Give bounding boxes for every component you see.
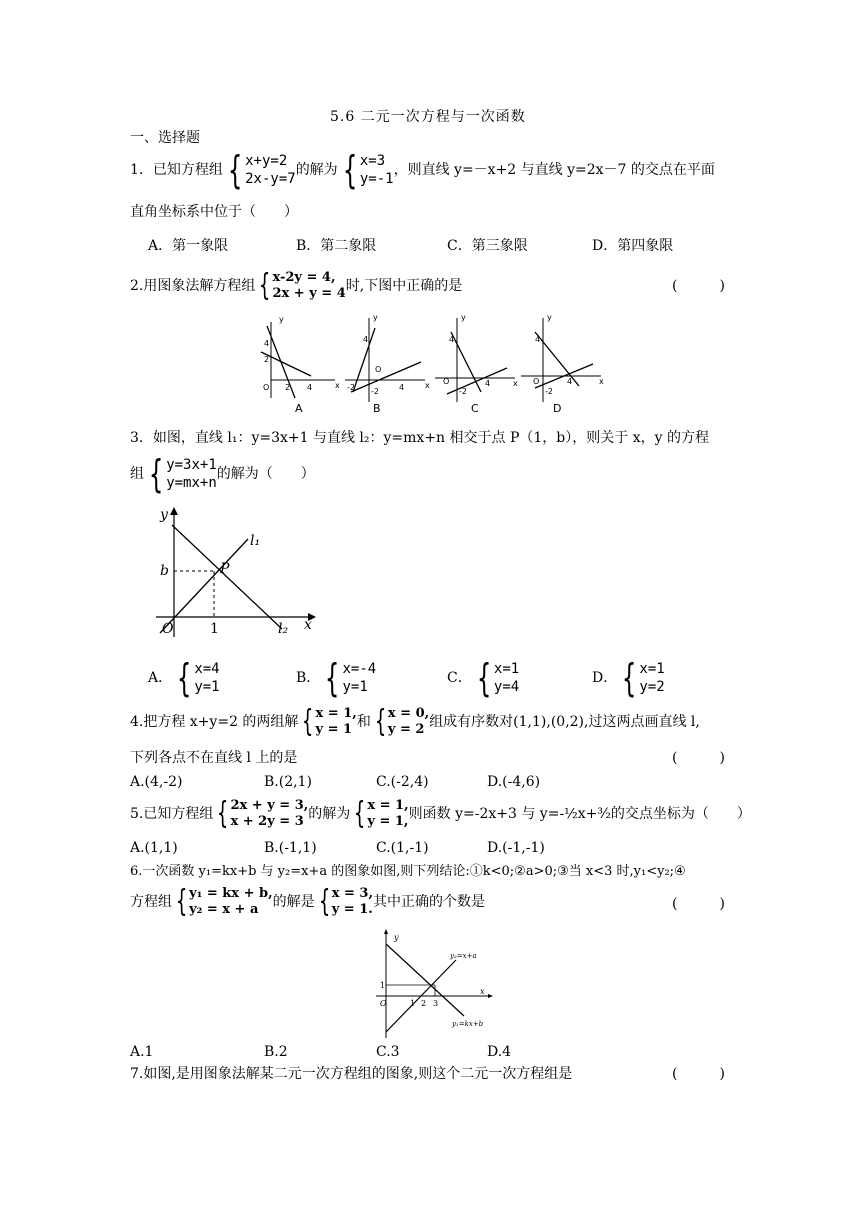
svg-text:y: y xyxy=(547,313,552,322)
svg-text:O: O xyxy=(263,383,270,392)
q3-option-b-system: { x=-4 y=1 xyxy=(325,656,377,700)
q1-text-3: ，则直线 y=－x+2 与直线 y=2x－7 的交点在平面 xyxy=(393,162,715,178)
q6-equation-system: { y₁ = kx + b, y₂ = x + a xyxy=(175,884,273,919)
q5-text: 5.已知方程组 xyxy=(130,806,214,822)
svg-text:2: 2 xyxy=(264,355,270,364)
svg-text:4: 4 xyxy=(363,335,369,344)
q2-text: 2.用图象法解方程组 xyxy=(130,278,256,294)
q1-text-4: 直角坐标系中位于（ ） xyxy=(130,204,298,220)
q1-option-a: A．第一象限 xyxy=(148,238,229,254)
q6-eq-1: y₁ = kx + b, xyxy=(189,886,273,901)
q3-option-a-system: { x=4 y=1 xyxy=(176,656,220,700)
svg-text:4: 4 xyxy=(307,383,313,392)
question-5-line-1 xyxy=(130,796,751,832)
q4-answer-paren: ( ) xyxy=(672,750,725,766)
q4-option-d: D.(-4,6) xyxy=(487,774,541,790)
q1-option-c: C．第三象限 xyxy=(447,238,528,254)
svg-text:4: 4 xyxy=(485,379,491,388)
q2-label-a: A xyxy=(295,402,303,415)
q3-graph xyxy=(150,505,320,645)
q4-option-c: C.(-2,4) xyxy=(376,774,429,790)
q4-text-4: 下列各点不在直线 l 上的是 xyxy=(130,750,298,766)
q3-text-2: 组 xyxy=(130,466,144,482)
svg-text:-2: -2 xyxy=(545,387,553,396)
q4-text-2: 和 xyxy=(356,714,371,730)
q3-axis-x: x xyxy=(304,617,312,633)
svg-text:y: y xyxy=(279,315,284,324)
q4-sol1-row-2: y = 1 xyxy=(315,722,353,737)
q2-label-c: C xyxy=(471,402,479,415)
page-title: 5.6 二元一次方程与一次函数 xyxy=(330,109,526,125)
q1-option-b: B．第二象限 xyxy=(296,238,377,254)
q6-tick-1: 1 xyxy=(410,999,416,1008)
svg-text:y: y xyxy=(373,313,378,322)
q3-option-a-row-2: y=1 xyxy=(194,679,220,695)
q4-option-a: A.(4,-2) xyxy=(130,774,183,790)
q6-line-y1: y₁=kx+b xyxy=(452,1020,484,1028)
q3-option-b-label: B． xyxy=(296,670,321,686)
q3-axis-y: y xyxy=(160,507,168,523)
q5-option-b: B.(-1,1) xyxy=(264,840,317,856)
q3-equation-system: { y=3x+1 y=mx+n xyxy=(148,452,217,496)
q3-eq-2: y=mx+n xyxy=(166,475,217,491)
q5-sol-2: y = 1, xyxy=(367,814,409,829)
q6-option-b: B.2 xyxy=(264,1044,288,1060)
q6-text-4: 其中正确的个数是 xyxy=(372,894,485,910)
q1-solution-system: { x=3 y=-1 xyxy=(342,148,394,192)
q6-tick-2: 2 xyxy=(421,999,427,1008)
svg-text:y: y xyxy=(461,313,466,322)
q3-tick-1: 1 xyxy=(210,621,219,637)
q1-eq-2: 2x-y=7 xyxy=(245,171,296,187)
q3-option-b-row-1: x=-4 xyxy=(342,661,377,677)
q3-point-b: b xyxy=(160,563,169,579)
q6-eq-2: y₂ = x + a xyxy=(189,902,259,917)
q6-tick-3: 3 xyxy=(433,999,439,1008)
question-3-line-2 xyxy=(130,452,315,496)
svg-text:x: x xyxy=(335,381,340,390)
q5-eq-1: 2x + y = 3, xyxy=(230,798,309,813)
q5-solution-system: { x = 1, y = 1, xyxy=(354,796,409,831)
q5-text-3: 则函数 y=-2x+3 与 y=-½x+³⁄₂的交点坐标为（ ） xyxy=(408,806,751,822)
q5-equation-system: { 2x + y = 3, x + 2y = 3 xyxy=(217,796,309,831)
q4-sol2-row-1: x = 0, xyxy=(387,706,430,721)
q6-option-d: D.4 xyxy=(487,1044,512,1060)
question-2-line-1 xyxy=(130,268,462,304)
q3-text-3: 的解为（ ） xyxy=(216,466,315,482)
question-1-line-1 xyxy=(130,148,715,192)
q4-sol2-row-2: y = 2 xyxy=(387,722,425,737)
q4-sol1-row-1: x = 1, xyxy=(315,706,357,721)
q6-option-a: A.1 xyxy=(130,1044,154,1060)
q3-option-b-row-2: y=1 xyxy=(342,679,368,695)
q3-option-d xyxy=(592,656,665,700)
q3-option-d-row-2: y=2 xyxy=(639,679,665,695)
q6-text-1: 6.一次函数 y₁=kx+b 与 y₂=x+a 的图象如图,则下列结论:①k<0;②a>0;③当 x<3 时,y₁<y₂;④ xyxy=(130,864,686,879)
q3-point-p: P xyxy=(220,561,230,577)
svg-text:4: 4 xyxy=(449,335,455,344)
q3-origin: O xyxy=(162,621,174,637)
question-6-line-2 xyxy=(130,884,485,920)
q1-eq-1: x+y=2 xyxy=(245,153,288,169)
q3-option-c-row-1: x=1 xyxy=(493,661,520,677)
svg-text:4: 4 xyxy=(264,339,270,348)
q2-text-2: 时,下图中正确的是 xyxy=(345,278,463,294)
q2-label-b: B xyxy=(373,402,381,415)
q3-option-b xyxy=(296,656,376,700)
q6-sol-2: y = 1. xyxy=(331,902,373,917)
svg-text:4: 4 xyxy=(567,377,573,386)
svg-text:-2: -2 xyxy=(371,387,379,396)
q2-graph-a xyxy=(261,315,340,415)
q6-text-3: 的解是 xyxy=(272,894,315,910)
q2-answer-paren: ( ) xyxy=(672,278,725,294)
q6-answer-paren: ( ) xyxy=(672,896,725,912)
q1-text-2: 的解为 xyxy=(295,162,338,178)
q2-equation-system: { x-2y = 4, 2x + y = 4 xyxy=(259,268,346,303)
q1-sol-2: y=-1 xyxy=(359,171,394,187)
q7-answer-paren: ( ) xyxy=(672,1066,725,1082)
svg-text:x: x xyxy=(513,379,518,388)
svg-text:-2: -2 xyxy=(347,383,355,392)
q6-origin: O xyxy=(380,999,387,1008)
q6-text-2: 方程组 xyxy=(130,894,172,910)
q3-option-c-row-2: y=4 xyxy=(493,679,520,695)
svg-text:x: x xyxy=(425,381,430,390)
q6-line-y2: y₂=x+a xyxy=(450,952,477,960)
q6-axis-x: x xyxy=(480,987,485,996)
q2-label-d: D xyxy=(553,402,562,415)
svg-text:4: 4 xyxy=(399,383,405,392)
svg-text:2: 2 xyxy=(285,383,291,392)
q3-option-c-system: { x=1 y=4 xyxy=(476,656,520,700)
q3-option-c xyxy=(447,656,519,700)
q6-option-c: C.3 xyxy=(376,1044,400,1060)
q3-option-d-system: { x=1 y=2 xyxy=(622,656,665,700)
q1-option-d: D．第四象限 xyxy=(592,238,674,254)
q4-solution-1: { x = 1, y = 1 xyxy=(302,704,357,739)
question-4-line-1 xyxy=(130,704,700,740)
section-heading: 一、选择题 xyxy=(130,130,200,146)
svg-text:-2: -2 xyxy=(459,387,467,396)
q5-option-a: A.(1,1) xyxy=(130,840,178,856)
q3-option-d-label: D． xyxy=(592,670,618,686)
q5-option-c: C.(1,-1) xyxy=(376,840,429,856)
q2-graph-b xyxy=(345,313,430,415)
q6-axis-y: y xyxy=(394,933,399,942)
q6-graph xyxy=(372,928,502,1040)
svg-text:O: O xyxy=(533,377,540,386)
q5-eq-2: x + 2y = 3 xyxy=(230,814,304,829)
svg-text:O: O xyxy=(443,377,450,386)
q3-option-a-label: A． xyxy=(148,670,173,686)
q3-text-1: 3．如图，直线 l₁：y=3x+1 与直线 l₂：y=mx+n 相交于点 P（1，b），则关于 x，y 的方程 xyxy=(130,430,709,446)
q1-text: 1．已知方程组 xyxy=(130,162,223,178)
q2-eq-2: 2x + y = 4 xyxy=(272,286,346,301)
q3-line-l1: l₁ xyxy=(250,533,261,549)
q3-option-c-label: C． xyxy=(447,670,472,686)
q7-text: 7.如图,是用图象法解某二元一次方程组的图象,则这个二元一次方程组是 xyxy=(130,1066,573,1082)
q3-option-d-row-1: x=1 xyxy=(639,661,665,677)
svg-text:O: O xyxy=(375,365,382,374)
svg-text:4: 4 xyxy=(535,335,541,344)
q3-line-l2: l₂ xyxy=(278,621,289,637)
q5-option-d: D.(-1,-1) xyxy=(487,840,545,856)
q5-sol-1: x = 1, xyxy=(367,798,409,813)
q6-sol-1: x = 3, xyxy=(331,886,373,901)
q4-solution-2: { x = 0, y = 2 xyxy=(374,704,430,739)
svg-text:x: x xyxy=(599,377,604,386)
q3-option-a xyxy=(148,656,220,700)
q2-graph-c xyxy=(435,313,518,415)
q1-equation-system: { x+y=2 2x-y=7 xyxy=(227,148,296,192)
q3-eq-1: y=3x+1 xyxy=(166,457,217,473)
q5-text-2: 的解为 xyxy=(308,806,351,822)
q2-graph-d xyxy=(521,313,604,415)
q4-text-3: 组成有序数对(1,1),(0,2),过这两点画直线 l, xyxy=(429,714,700,730)
q3-option-a-row-1: x=4 xyxy=(194,661,220,677)
q1-sol-1: x=3 xyxy=(359,153,386,169)
q6-solution-system: { x = 3, y = 1. xyxy=(318,884,373,919)
q6-tick-y1: 1 xyxy=(380,981,386,990)
q2-graph-figures xyxy=(255,312,615,416)
q2-eq-1: x-2y = 4, xyxy=(272,270,336,285)
q4-text: 4.把方程 x+y=2 的两组解 xyxy=(130,714,299,730)
q4-option-b: B.(2,1) xyxy=(264,774,312,790)
